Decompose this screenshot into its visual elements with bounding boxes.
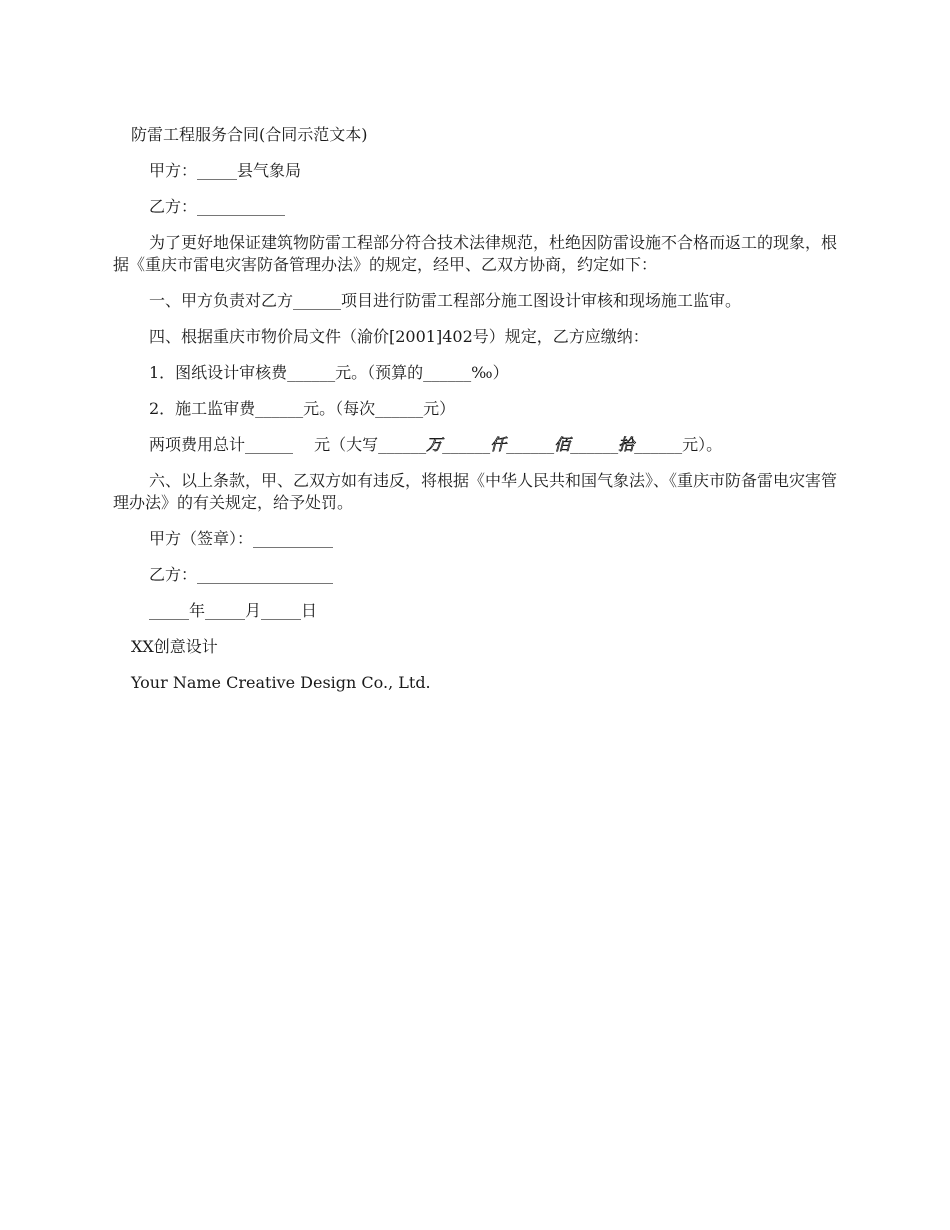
fee-design-review: 1．图纸设计审核费______元。（预算的______‰） bbox=[149, 363, 509, 382]
signature-party-a: 甲方（签章）：__________ bbox=[149, 529, 334, 548]
total-suffix: ______元）。 bbox=[634, 435, 723, 454]
total-sep-1: ______ bbox=[442, 435, 491, 454]
date-line: _____年_____月_____日 bbox=[149, 601, 318, 620]
intro-paragraph: 为了更好地保证建筑物防雷工程部分符合技术法律规范，杜绝因防雷设施不合格而返工的现象，根据《重庆市雷电灾害防备管理办法》的规定，经甲、乙双方协商，约定如下： bbox=[113, 233, 838, 274]
contract-body bbox=[113, 124, 841, 708]
total-sep-3: ______ bbox=[570, 435, 619, 454]
clause-4: 四、根据重庆市物价局文件（渝价[2001]402号）规定，乙方应缴纳： bbox=[149, 327, 649, 346]
total-sep-2: ______ bbox=[506, 435, 555, 454]
company-name-cn: XX创意设计 bbox=[131, 637, 218, 656]
document-title: 防雷工程服务合同(合同示范文本) bbox=[131, 125, 368, 144]
total-shi: 拾 bbox=[618, 435, 635, 454]
fee-construction-review: 2．施工监审费______元。（每次______元） bbox=[149, 399, 456, 418]
clause-1: 一、甲方负责对乙方______项目进行防雷工程部分施工图设计审核和现场施工监审。 bbox=[149, 291, 742, 310]
party-a-line: 甲方：_____县气象局 bbox=[149, 161, 302, 180]
total-qian: 仟 bbox=[490, 435, 507, 454]
total-wan: 万 bbox=[426, 435, 443, 454]
clause-6: 六、以上条款，甲、乙双方如有违反，将根据《中华人民共和国气象法》、《重庆市防备雷电灾害管理办法》的有关规定，给予处罚。 bbox=[113, 471, 838, 512]
total-fee-line bbox=[113, 434, 841, 456]
total-prefix: 两项费用总计______ 元（大写______ bbox=[149, 435, 427, 454]
total-bai: 佰 bbox=[554, 435, 571, 454]
party-b-line: 乙方：___________ bbox=[149, 197, 286, 216]
signature-party-b: 乙方：_________________ bbox=[149, 565, 334, 584]
company-name-en: Your Name Creative Design Co., Ltd. bbox=[131, 673, 431, 692]
